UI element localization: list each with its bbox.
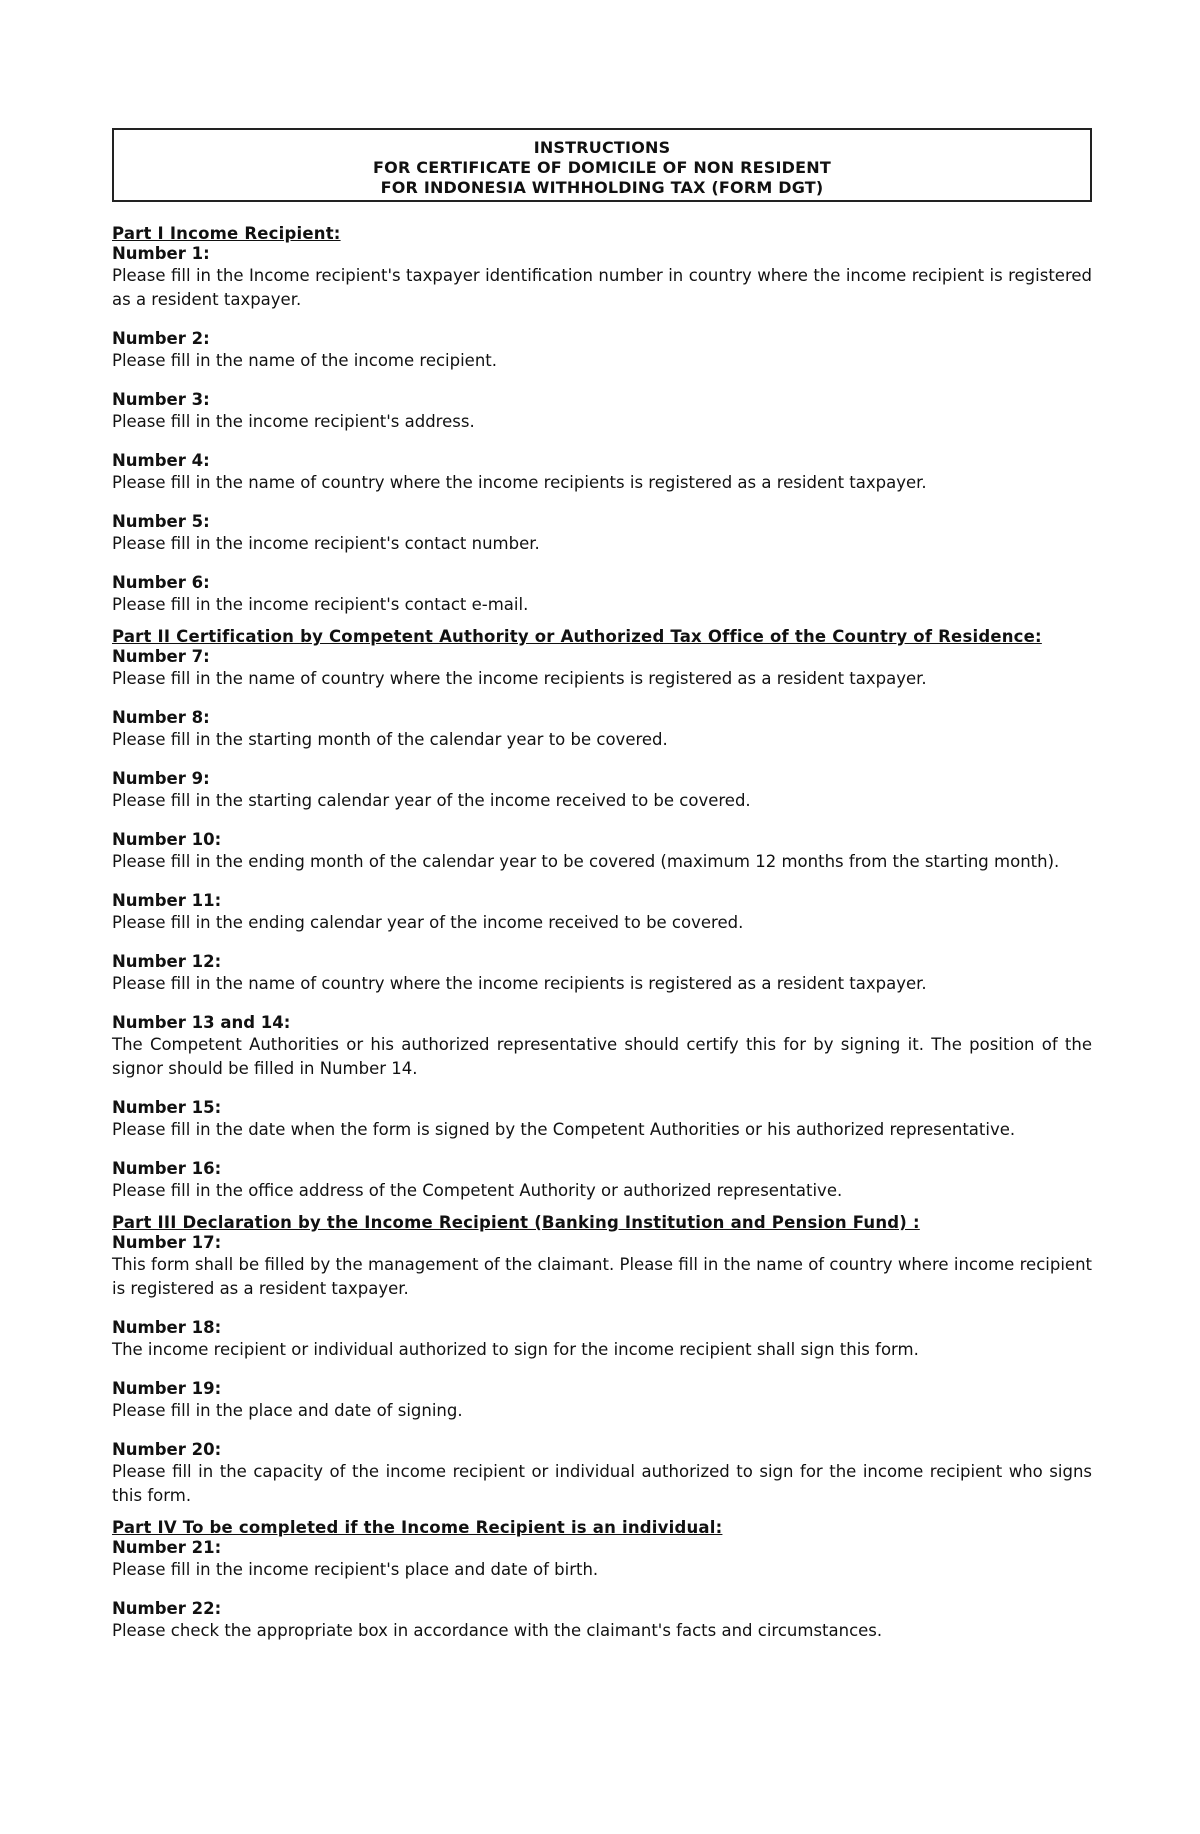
item-text: Please fill in the ending calendar year of the income received to be covered. [112,913,744,932]
instruction-item [112,451,1092,495]
parts-container [112,224,1092,1643]
part-heading: Part II Certification by Competent Authority or Authorized Tax Office of the Country of Residence: [112,627,1042,646]
instruction-item [112,573,1092,617]
instruction-item [112,1233,1092,1301]
item-text: Please fill in the name of country where the income recipients is registered as a resident taxpayer. [112,473,927,492]
item-text: Please fill in the starting calendar year of the income received to be covered. [112,791,751,810]
item-text: This form shall be filled by the management of the claimant. Please fill in the name of country where income recipient is registered as a resident taxpayer. [112,1255,1092,1298]
item-number: Number 22: [112,1599,222,1618]
item-number: Number 5: [112,512,210,531]
instruction-item [112,830,1092,874]
instruction-item [112,244,1092,312]
item-text: Please fill in the income recipient's place and date of birth. [112,1560,599,1579]
item-text: Please fill in the place and date of signing. [112,1401,463,1420]
part-heading: Part III Declaration by the Income Recipient (Banking Institution and Pension Fund) : [112,1213,920,1232]
instruction-item [112,769,1092,813]
instruction-item [112,1013,1092,1081]
instruction-item [112,1159,1092,1203]
item-text: Please fill in the capacity of the income recipient or individual authorized to sign for the income recipient who signs this form. [112,1462,1092,1505]
title-box [112,128,1092,202]
item-number: Number 16: [112,1159,222,1178]
item-number: Number 2: [112,329,210,348]
item-text: The income recipient or individual authorized to sign for the income recipient shall sign this form. [112,1340,919,1359]
part-heading: Part I Income Recipient: [112,224,341,243]
item-number: Number 1: [112,244,210,263]
item-number: Number 13 and 14: [112,1013,291,1032]
instruction-item [112,512,1092,556]
instruction-item [112,1440,1092,1508]
instruction-item [112,891,1092,935]
part-section [112,627,1092,1203]
item-number: Number 12: [112,952,222,971]
part-section [112,1518,1092,1643]
item-text: The Competent Authorities or his authorized representative should certify this for by signing it. The position of the signor should be filled in Number 14. [112,1035,1092,1078]
item-number: Number 6: [112,573,210,592]
item-text: Please fill in the income recipient's contact e-mail. [112,595,529,614]
item-number: Number 4: [112,451,210,470]
item-number: Number 19: [112,1379,222,1398]
item-text: Please fill in the starting month of the calendar year to be covered. [112,730,668,749]
instruction-item [112,329,1092,373]
instruction-item [112,1538,1092,1582]
instruction-item [112,708,1092,752]
instruction-item [112,1098,1092,1142]
part-heading: Part IV To be completed if the Income Recipient is an individual: [112,1518,723,1537]
title-line-1: INSTRUCTIONS [533,138,671,157]
item-number: Number 7: [112,647,210,666]
item-text: Please fill in the office address of the Competent Authority or authorized representative. [112,1181,843,1200]
item-text: Please fill in the name of country where the income recipients is registered as a resident taxpayer. [112,974,927,993]
item-text: Please fill in the income recipient's address. [112,412,475,431]
item-number: Number 10: [112,830,222,849]
item-text: Please fill in the date when the form is signed by the Competent Authorities or his authorized representative. [112,1120,1016,1139]
item-number: Number 11: [112,891,222,910]
item-number: Number 3: [112,390,210,409]
item-text: Please check the appropriate box in accordance with the claimant's facts and circumstances. [112,1621,883,1640]
instruction-item [112,1318,1092,1362]
instruction-item [112,1599,1092,1643]
title-line-2: FOR CERTIFICATE OF DOMICILE OF NON RESIDENT [373,158,831,177]
item-number: Number 20: [112,1440,222,1459]
item-number: Number 18: [112,1318,222,1337]
item-number: Number 8: [112,708,210,727]
title-line-3: FOR INDONESIA WITHHOLDING TAX (FORM DGT) [380,178,824,197]
item-number: Number 9: [112,769,210,788]
item-text: Please fill in the ending month of the calendar year to be covered (maximum 12 months from the starting month). [112,852,1060,871]
item-number: Number 17: [112,1233,222,1252]
item-text: Please fill in the Income recipient's taxpayer identification number in country where the income recipient is registered as a resident taxpayer. [112,266,1092,309]
item-text: Please fill in the name of the income recipient. [112,351,498,370]
part-section [112,224,1092,617]
instruction-item [112,647,1092,691]
instructions-page [112,128,1092,1643]
instruction-item [112,1379,1092,1423]
instruction-item [112,952,1092,996]
item-text: Please fill in the income recipient's contact number. [112,534,540,553]
item-text: Please fill in the name of country where the income recipients is registered as a resident taxpayer. [112,669,927,688]
item-number: Number 21: [112,1538,222,1557]
item-number: Number 15: [112,1098,222,1117]
instruction-item [112,390,1092,434]
part-section [112,1213,1092,1508]
